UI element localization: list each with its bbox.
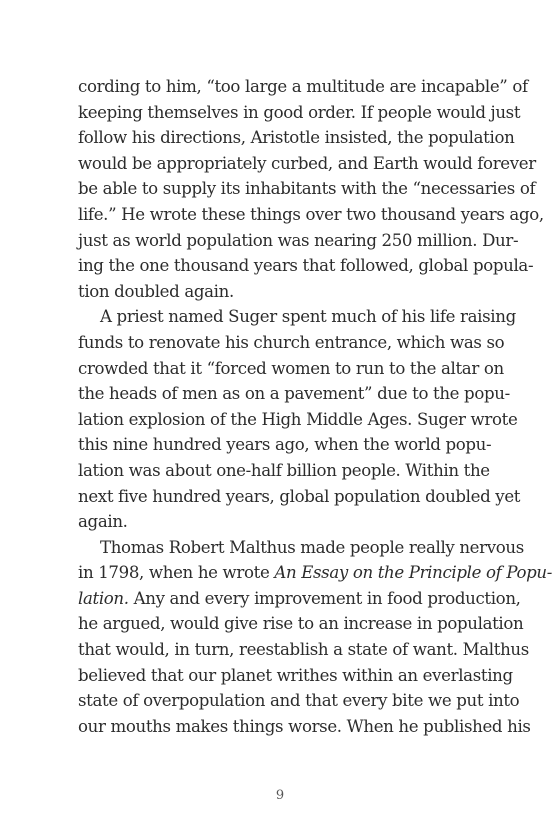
text-line: follow his directions, Aristotle insisted, the population xyxy=(78,128,515,148)
text-line: lation was about one-half billion people. Within the xyxy=(78,460,490,480)
text-line: believed that our planet writhes within an everlasting xyxy=(78,665,513,685)
book-title-italic: An Essay on the Principle of Popu- xyxy=(274,563,552,583)
page-number: 9 xyxy=(275,788,285,803)
text-line: keeping themselves in good order. If people would just xyxy=(78,102,521,122)
text-line xyxy=(78,586,521,612)
text-line: again. xyxy=(78,512,128,532)
text-line: just as world population was nearing 250 million. Dur- xyxy=(78,230,519,250)
text-line: the heads of men as on a pavement” due to the popu- xyxy=(78,384,510,404)
text-line: would be appropriately curbed, and Earth would forever xyxy=(78,153,536,173)
text-segment: Any and every improvement in food production, xyxy=(128,588,521,608)
text-line: A priest named Suger spent much of his life raising xyxy=(100,307,516,327)
text-line: lation explosion of the High Middle Ages. Suger wrote xyxy=(78,409,518,429)
text-line: our mouths makes things worse. When he published his xyxy=(78,716,531,736)
text-line: next five hundred years, global population doubled yet xyxy=(78,486,521,506)
text-line: state of overpopulation and that every bite we put into xyxy=(78,691,520,711)
text-line: tion doubled again. xyxy=(78,281,234,301)
book-title-italic: lation. xyxy=(78,588,129,608)
text-line: that would, in turn, reestablish a state of want. Malthus xyxy=(78,640,529,660)
page-body xyxy=(78,74,552,739)
text-segment: in 1798, when he wrote xyxy=(78,563,275,583)
text-line: cording to him, “too large a multitude are incapable” of xyxy=(78,77,528,96)
text-line: this nine hundred years ago, when the world popu- xyxy=(78,435,492,455)
text-line: funds to renovate his church entrance, which was so xyxy=(78,332,505,352)
text-line: Thomas Robert Malthus made people really nervous xyxy=(100,537,524,557)
text-line: crowded that it “forced women to run to the altar on xyxy=(78,358,504,378)
text-line: be able to supply its inhabitants with the “necessaries of xyxy=(78,179,536,199)
text-line xyxy=(78,560,552,586)
text-line: he argued, would give rise to an increase in population xyxy=(78,614,524,634)
text-line: ing the one thousand years that followed, global popula- xyxy=(78,256,534,276)
text-line: life.” He wrote these things over two thousand years ago, xyxy=(78,204,544,224)
